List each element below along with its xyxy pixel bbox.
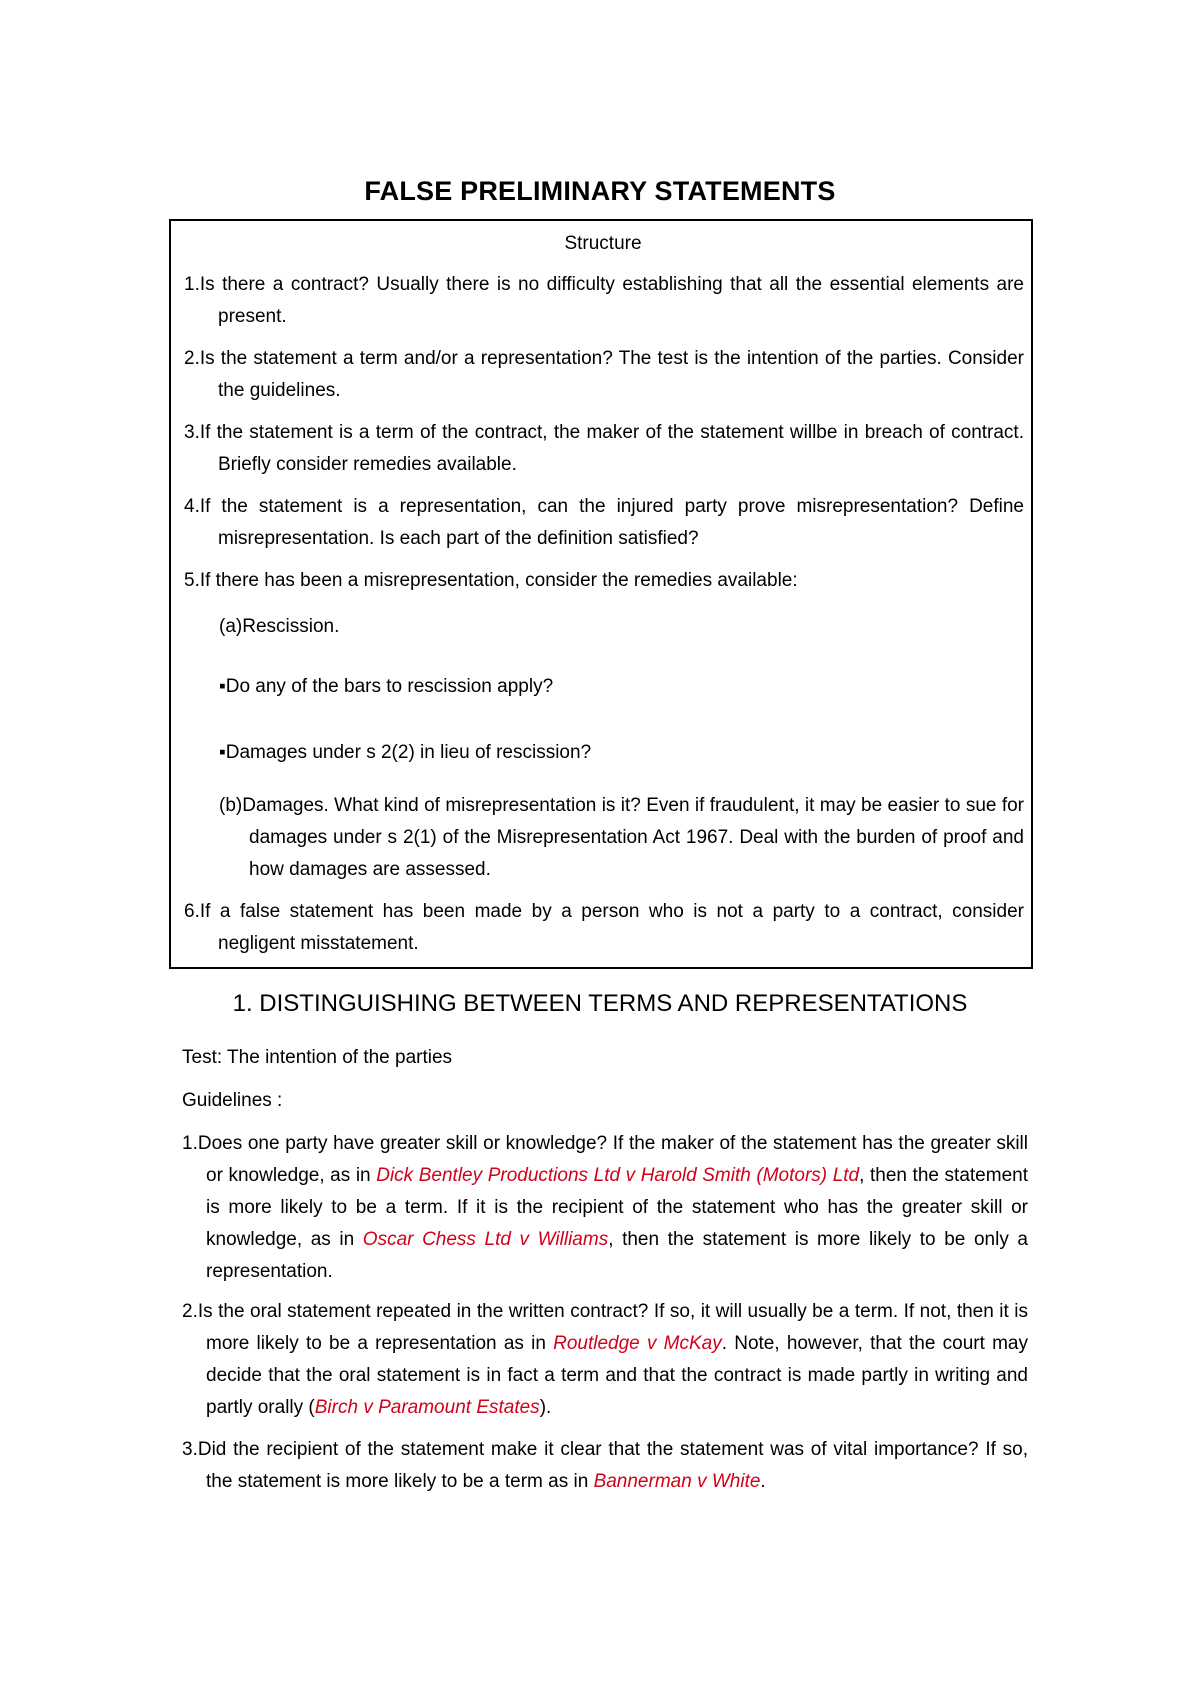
guidelines-label: Guidelines :: [182, 1090, 283, 1111]
case-citation: Dick Bentley Productions Ltd v Harold Smith (Motors) Ltd: [376, 1165, 860, 1186]
structure-item-2: 2.Is the statement a term and/or a representation? The test is the intention of the parties. Consider the guidelines.: [184, 348, 1024, 401]
case-citation: Birch v Paramount Estates: [314, 1397, 540, 1418]
case-citation: Oscar Chess Ltd v Williams: [362, 1229, 609, 1250]
page-title: FALSE PRELIMINARY STATEMENTS: [364, 176, 836, 206]
structure-item-3: 3.If the statement is a term of the contract, the maker of the statement willbe in breach of contract. Briefly consider remedies available.: [184, 422, 1024, 475]
case-citation: Routledge v McKay: [553, 1333, 722, 1354]
structure-item-6: 6.If a false statement has been made by a person who is not a party to a contract, consider negligent misstatement.: [184, 901, 1024, 954]
structure-box: [169, 219, 1033, 969]
structure-heading: Structure: [564, 233, 642, 254]
guideline-1: 1.Does one party have greater skill or knowledge? If the maker of the statement has the greater skill or knowledge, as in Dick Bentley Productions Ltd v Harold Smith (Motors) Ltd, then the statement is more likely to be a term. If it is the recipient of the statement who has the greater skill or knowledge, as in Oscar Chess Ltd v Williams, then the statement is more likely to be only a representation.: [182, 1133, 1028, 1282]
test-line: Test: The intention of the parties: [182, 1047, 453, 1068]
structure-item-5: 5.If there has been a misrepresentation, consider the remedies available:: [184, 570, 798, 591]
guideline-3: 3.Did the recipient of the statement make it clear that the statement was of vital importance? If so, the statement is more likely to be a term as in Bannerman v White.: [182, 1439, 1028, 1492]
structure-bullet-2: ▪Damages under s 2(2) in lieu of rescission?: [219, 742, 592, 763]
structure-item-4: 4.If the statement is a representation, can the injured party prove misrepresentation? Define misrepresentation. Is each part of the definition satisfied?: [184, 496, 1024, 549]
guideline-2: 2.Is the oral statement repeated in the written contract? If so, it will usually be a term. If not, then it is more likely to be a representation as in Routledge v McKay. Note, however, that the court may decide that the oral statement is in fact a term and that the contract is made partly in writing and partly orally (Birch v Paramount Estates).: [182, 1301, 1028, 1418]
case-citation: Bannerman v White: [593, 1471, 761, 1492]
structure-item-1: 1.Is there a contract? Usually there is no difficulty establishing that all the essential elements are present.: [184, 274, 1024, 327]
structure-sub-b: (b)Damages. What kind of misrepresentation is it? Even if fraudulent, it may be easier to sue for damages under s 2(1) of the Misrepresentation Act 1967. Deal with the burden of proof and how damages are assessed.: [219, 795, 1024, 880]
structure-bullet-1: ▪Do any of the bars to rescission apply?: [219, 676, 554, 697]
section-heading: 1. DISTINGUISHING BETWEEN TERMS AND REPRESENTATIONS: [232, 990, 968, 1017]
structure-sub-a: (a)Rescission.: [219, 616, 340, 637]
